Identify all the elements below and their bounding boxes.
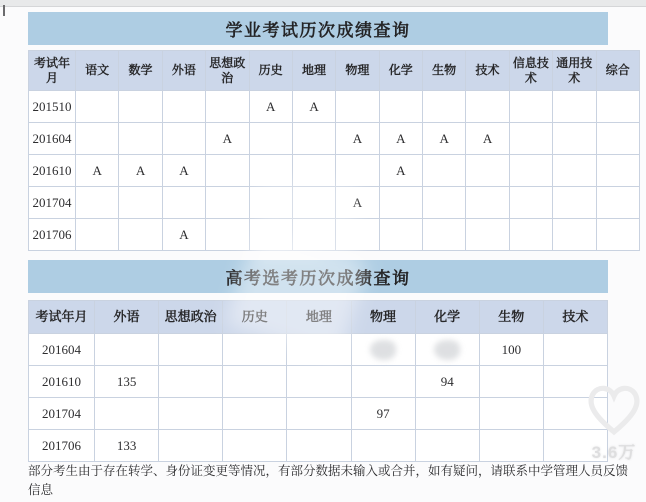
score-cell [76, 91, 119, 123]
score-cell [543, 366, 607, 398]
column-header: 思想政治 [159, 301, 223, 334]
column-header: 考试年月 [29, 51, 76, 91]
score-cell [95, 398, 159, 430]
exam-date-cell: 201704 [29, 398, 95, 430]
score-cell [596, 91, 640, 123]
score-cell [596, 155, 640, 187]
score-cell [249, 219, 292, 251]
score-cell [596, 123, 640, 155]
score-cell [249, 123, 292, 155]
table-row [29, 155, 640, 187]
score-cell [553, 91, 596, 123]
column-header: 历史 [249, 51, 292, 91]
score-cell: A [423, 123, 466, 155]
exam-date-cell: 201604 [29, 123, 76, 155]
footer-disclaimer: 部分考生由于存在转学、身份证变更等情况，有部分数据未输入或合并，如有疑问，请联系中学管理人员反馈信息 [28, 464, 629, 498]
score-cell [287, 334, 351, 366]
table-row [29, 430, 608, 462]
exam-date-cell: 201610 [29, 366, 95, 398]
score-cell [76, 187, 119, 219]
score-cell [292, 123, 335, 155]
score-cell [206, 155, 249, 187]
score-cell [287, 398, 351, 430]
score-cell [466, 219, 509, 251]
column-header: 生物 [423, 51, 466, 91]
gaokao-scores-table [28, 300, 608, 462]
score-cell [223, 398, 287, 430]
score-cell: A [162, 219, 205, 251]
table-row [29, 219, 640, 251]
column-header: 综合 [596, 51, 640, 91]
score-cell: A [162, 155, 205, 187]
score-cell: A [292, 91, 335, 123]
score-cell: 97 [351, 398, 415, 430]
score-cell: A [206, 123, 249, 155]
score-cell [543, 430, 607, 462]
score-cell [509, 123, 552, 155]
score-cell [249, 155, 292, 187]
score-cell [336, 155, 379, 187]
column-header: 地理 [292, 51, 335, 91]
gaokao-table-title: 高考选考历次成绩查询 [28, 260, 608, 293]
score-cell [509, 155, 552, 187]
top-strip [0, 0, 646, 7]
score-cell [423, 187, 466, 219]
column-header: 思想政治 [206, 51, 249, 91]
column-header: 语文 [76, 51, 119, 91]
score-cell: A [379, 155, 422, 187]
score-cell [553, 187, 596, 219]
score-cell [249, 187, 292, 219]
score-cell [415, 398, 479, 430]
score-cell [119, 187, 162, 219]
exam-date-cell: 201704 [29, 187, 76, 219]
column-header: 数学 [119, 51, 162, 91]
exam-date-cell: 201604 [29, 334, 95, 366]
column-header: 物理 [336, 51, 379, 91]
academic-scores-table [28, 50, 640, 251]
table-row [29, 123, 640, 155]
redacted-score [370, 340, 396, 360]
score-cell [95, 334, 159, 366]
score-cell [119, 219, 162, 251]
score-cell [159, 334, 223, 366]
score-cell [553, 123, 596, 155]
score-cell [479, 430, 543, 462]
table-row [29, 187, 640, 219]
column-header: 化学 [379, 51, 422, 91]
score-cell [351, 334, 415, 366]
score-cell [509, 219, 552, 251]
score-cell [76, 123, 119, 155]
score-cell: A [336, 187, 379, 219]
header-row [29, 301, 608, 334]
score-cell: A [249, 91, 292, 123]
exam-date-cell: 201706 [29, 219, 76, 251]
score-cell: A [76, 155, 119, 187]
column-header: 技术 [543, 301, 607, 334]
score-cell [76, 219, 119, 251]
score-cell [206, 187, 249, 219]
score-cell [336, 219, 379, 251]
exam-date-cell: 201610 [29, 155, 76, 187]
column-header: 考试年月 [29, 301, 95, 334]
table-row [29, 91, 640, 123]
score-cell: 135 [95, 366, 159, 398]
edge-artifact [3, 5, 5, 16]
score-cell [119, 123, 162, 155]
score-cell [223, 334, 287, 366]
score-cell [543, 398, 607, 430]
score-cell [287, 430, 351, 462]
score-cell [466, 187, 509, 219]
column-header: 地理 [287, 301, 351, 334]
score-cell [223, 430, 287, 462]
score-cell [423, 155, 466, 187]
score-cell [159, 398, 223, 430]
academic-table-title: 学业考试历次成绩查询 [28, 12, 608, 45]
score-cell: 94 [415, 366, 479, 398]
column-header: 物理 [351, 301, 415, 334]
score-cell [292, 155, 335, 187]
score-cell [423, 91, 466, 123]
column-header: 化学 [415, 301, 479, 334]
score-cell [206, 91, 249, 123]
exam-date-cell: 201510 [29, 91, 76, 123]
score-cell [466, 91, 509, 123]
score-cell [553, 155, 596, 187]
column-header: 外语 [162, 51, 205, 91]
score-cell [159, 366, 223, 398]
score-cell [159, 430, 223, 462]
likes-count: 3.6万 [591, 443, 637, 462]
score-cell [351, 430, 415, 462]
column-header: 历史 [223, 301, 287, 334]
score-cell [292, 219, 335, 251]
header-row [29, 51, 640, 91]
score-cell [379, 187, 422, 219]
score-cell [119, 91, 162, 123]
score-cell [292, 187, 335, 219]
score-cell: A [336, 123, 379, 155]
score-cell [336, 91, 379, 123]
table-row [29, 398, 608, 430]
score-cell [162, 123, 205, 155]
column-header: 技术 [466, 51, 509, 91]
column-header: 生物 [479, 301, 543, 334]
score-cell: 100 [479, 334, 543, 366]
score-cell [162, 91, 205, 123]
score-cell: A [379, 123, 422, 155]
score-cell [351, 366, 415, 398]
table-row [29, 334, 608, 366]
score-cell [553, 219, 596, 251]
score-cell [596, 219, 640, 251]
score-cell [479, 398, 543, 430]
score-cell [206, 219, 249, 251]
exam-date-cell: 201706 [29, 430, 95, 462]
score-cell [287, 366, 351, 398]
score-cell [509, 187, 552, 219]
score-cell [543, 334, 607, 366]
score-cell [509, 91, 552, 123]
score-cell [466, 155, 509, 187]
score-cell [423, 219, 466, 251]
score-cell [379, 219, 422, 251]
score-cell [415, 334, 479, 366]
score-cell: A [119, 155, 162, 187]
redacted-score [434, 340, 460, 360]
score-cell [415, 430, 479, 462]
score-cell [479, 366, 543, 398]
score-cell: 133 [95, 430, 159, 462]
table-row [29, 366, 608, 398]
column-header: 信息技术 [509, 51, 552, 91]
column-header: 外语 [95, 301, 159, 334]
column-header: 通用技术 [553, 51, 596, 91]
score-cell: A [466, 123, 509, 155]
score-cell [223, 366, 287, 398]
score-cell [596, 187, 640, 219]
score-cell [379, 91, 422, 123]
score-cell [162, 187, 205, 219]
